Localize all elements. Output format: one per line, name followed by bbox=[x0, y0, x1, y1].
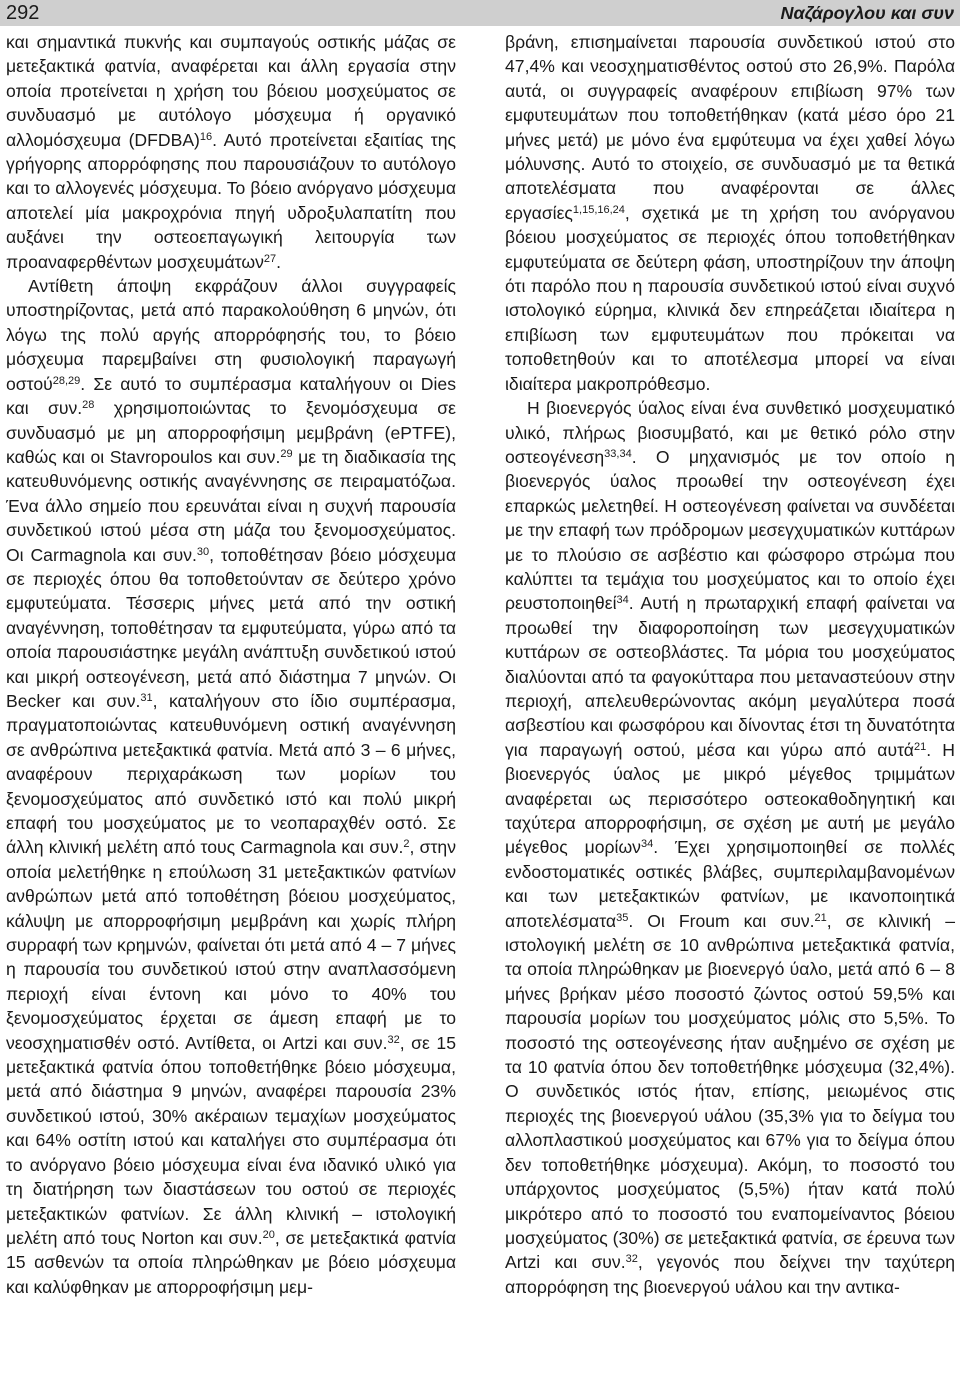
citation-superscript: 32 bbox=[387, 1033, 400, 1046]
text-run: , καταλήγουν στο ίδιο συμπέρασμα, πραγματοποιώντας κατευθυνόμενη οστική αναγέννηση σε ανθρώπινα μετεξακτικά φατνία. Μετά από 3 – 6 μήνες, αναφέρουν περιχαράκωση των μορίων του ξενομοσχεύματος από συνδετικό ιστό και πολύ μικρή επαφή του μοσχεύματος με το νεοπαραχθέν οστό. Σε άλλη κλινική μελέτη από τους Carmagnola και συν. bbox=[6, 690, 456, 858]
citation-superscript: 34 bbox=[640, 838, 654, 851]
running-head: Ναζάρογλου και συν bbox=[780, 3, 954, 23]
citation-superscript: 33,34 bbox=[604, 447, 632, 460]
text-run: , σε κλινική – ιστολογική μελέτη σε 10 ανθρώπινα μετεξακτικά φατνία, τα οποία πληρώθηκαν με βιοενεργό ύαλο, μετά από 6 – 8 μήνες βρήκαν μέσο ποσοστό ζώντος οστού 59,5% και παρουσία μορίων του μοσχεύματος μόλις στο 5,5%. Το ποσοστό της οστεογένεσης ήταν αυξημένο σε σχέση με τα 10 φατνία όπου δεν τοποθετήθηκε μόσχευμα (32,4%). Ο συνδετικός ιστός ήταν, επίσης, μειωμένος στις περιοχές της βιοενεργού υάλου (35,3% για το δείγμα του αλλοπλαστικού μοσχεύματος και 67% για το δείγμα όπου δεν τοποθετήθηκε μόσχευμα). Ακόμη, το ποσοστό του υπάρχοντος μοσχεύματος (5,5%) ήταν κατά πολύ μικρότερο από το ποσοστό του εναπομείναντος βόειου μοσχεύματος (30%) σε μετεξακτικά φατνία, σε έρευνα των Artzi και συν. bbox=[505, 910, 955, 1273]
citation-superscript: 21 bbox=[913, 740, 927, 753]
citation-superscript: 28 bbox=[82, 399, 95, 412]
left-column bbox=[6, 30, 456, 1299]
body-paragraph bbox=[505, 396, 955, 1299]
text-run: , γεγονός που δείχνει την ταχύτερη απορρόφηση της βιοενεργού υάλου και την αντικα- bbox=[505, 1252, 955, 1297]
text-run: Αντίθετη άποψη εκφράζουν άλλοι συγγραφείς υποστηρίζοντας, μετά από παρακολούθηση 6 μηνών, ότι λόγω της πολύ αργής απορρόφησής του, το βόειο μόσχευμα παρεμβαίνει στη φυσιολογική παραγωγή οστού bbox=[6, 276, 456, 394]
text-run: , σχετικά με τη χρήση του ανόργανου βόειου μοσχεύματος σε περιοχές όπου τοποθετήθηκαν εμφυτεύματα σε δεύτερη φάση, υποστηρίζουν την άποψη ότι παρόλο που η παρουσία συνδετικού ιστού είναι συχνό ιστολογικό εύρημα, κλινικά δεν επηρεάζεται ιδιαίτερα η επιβίωση των εμφυτευμάτων που πρόκειται να τοποθετηθούν και το αποτέλεσμα μπορεί να είναι ιδιαίτερα μακροπρόθεσμο. bbox=[505, 202, 955, 394]
text-run: . Έχει χρησιμοποιηθεί σε πολλές ενδοστοματικές οστικές βλάβες, συμπεριλαμβανομένων και των μετεξακτικών φατνίων, με ικανοποιητικά αποτελέσματα bbox=[505, 837, 955, 931]
body-paragraph bbox=[6, 274, 456, 1299]
text-run: χρησιμοποιώντας το ξενομόσχευμα σε συνδυασμό με μη απορροφήσιμη μεμβράνη (ePTFE), καθώς και οι Stavropoulos και συν. bbox=[6, 398, 456, 467]
body-paragraph bbox=[6, 30, 456, 274]
text-run: . bbox=[276, 251, 282, 272]
text-run: . Ο μηχανισμός με τον οποίο η βιοενεργός ύαλος προωθεί την οστεογένεση έχει επαρκώς μελετηθεί. Η οστεογένεση φαίνεται να συνδέεται με την επαφή των πρόδρομων μεσεγχυματικών κυττάρων με το πλούσιο σε ασβέστιο και φώσφορο στρώμα που καλύπτει τα τεμάχια του μοσχεύματος και το οποίο έχει ρευστοποιηθεί bbox=[505, 446, 955, 614]
citation-superscript: 27 bbox=[263, 252, 277, 265]
text-run: . Η βιοενεργός ύαλος με μικρό μέγεθος τριμμάτων αναφέρεται ως περισσότερο οστεοκαθοδηγητική και ταχύτερα απορροφήσιμη, σε σχέση με αυτή με μεγάλο μέγεθος μορίων bbox=[505, 739, 956, 858]
text-run: και σημαντικά πυκνής και συμπαγούς οστικής μάζας σε μετεξακτικά φατνία, αναφέρεται και άλλη εργασία στην οποία προτείνεται η χρήση του βόειου μοσχεύματος σε συνδυασμό με αυτόλογο μόσχευμα ή οργανικό αλλομόσχευμα (DFDBA) bbox=[6, 32, 456, 150]
text-run: , στην οποία μελετήθηκε η επούλωση 31 μετεξακτικών φατνίων ανθρώπων μετά από τοποθέτηση βόειου μοσχεύματος, κάλυψη με απορροφήσιμη μεμβράνη και χωρίς πλήρη συρραφή των κρημνών, φαίνεται ότι μετά από 4 – 7 μήνες η παρουσία του συνδετικού ιστού στην αναπλασσόμενη περιοχή είναι έντονη και μόνο το 40% του ξενομοσχεύματος έρχεται σε άμεση επαφή με το νεοσχηματισθέν οστό. Αντίθετα, οι Artzi και συν. bbox=[6, 837, 457, 1053]
text-run: με τη διαδικασία της κατευθυνόμενης οστικής αναγέννησης σε πειραματόζωα. Ένα άλλο σημείο που ερευνάται είναι η συχνή παρουσία συνδετικού ιστού μέσα στη μάζα του ξενομοσχεύματος. Οι Carmagnola και συν. bbox=[6, 446, 457, 565]
text-run: . Αυτή η πρωταρχική επαφή φαίνεται να προωθεί την διαφοροποίηση των μεσεγχυματικών κυττάρων σε οστεοβλάστες. Τα μόρια του μοσχεύματος διαλύονται από τα φαγοκύτταρα που μεταναστεύουν στην περιοχή, απελευθερώνοντας ακόμη μεγαλύτερα ποσά ασβεστίου και φωσφόρου και δίνοντας έτσι τη δυνατότητα για παραγωγή οστού, μέσα και γύρω από αυτά bbox=[505, 593, 955, 760]
page-header bbox=[0, 0, 960, 26]
body-paragraph bbox=[505, 30, 955, 396]
text-run: , σε μετεξακτικά φατνία 15 ασθενών τα οποία πληρώθηκαν με βόειο μόσχευμα και καλύφθηκαν με απορροφήσιμη μεμ- bbox=[6, 1227, 456, 1297]
text-run: . Αυτό προτείνεται εξαιτίας της γρήγορης απορρόφησης που παρουσιάζουν το αυτόλογο και το αλλογενές μόσχευμα. Το βόειο ανόργανο μόσχευμα αποτελεί μία μακροχρόνια πηγή υδροξυλαπατίτη που αυξάνει την οστεοεπαγωγική λειτουργία των προαναφερθέντων μοσχευμάτων bbox=[6, 129, 457, 272]
citation-superscript: 20 bbox=[262, 1228, 275, 1241]
citation-superscript: 35 bbox=[616, 911, 629, 924]
citation-superscript: 16 bbox=[199, 130, 213, 143]
citation-superscript: 1,15,16,24 bbox=[572, 203, 625, 216]
citation-superscript: 2 bbox=[403, 838, 410, 851]
text-run: . Οι Froum και συν. bbox=[628, 910, 815, 931]
citation-superscript: 31 bbox=[140, 691, 153, 704]
citation-superscript: 28,29 bbox=[52, 374, 81, 387]
page-number: 292 bbox=[6, 2, 40, 24]
citation-superscript: 32 bbox=[625, 1253, 638, 1266]
text-run: , τοποθέτησαν βόειο μόσχευμα σε περιοχές όπου θα τοποθετούνταν σε δεύτερο χρόνο εμφυτεύματα. Τέσσερις μήνες μετά από την οστική αναγέννηση, τοποθέτησαν τα εμφυτεύματα, γύρω από τα οποία παρουσιάστηκε μεγάλη ανάπτυξη συνδετικού ιστού και μικρή οστεογένεση, μετά από διάστημα 7 μηνών. Οι Becker και συν. bbox=[6, 544, 456, 711]
citation-superscript: 29 bbox=[280, 447, 293, 460]
text-run: , σε 15 μετεξακτικά φατνία όπου τοποθετήθηκε βόειο μόσχευμα, μετά από διάστημα 9 μηνών, αναφέρει παρουσία 23% συνδετικού ιστού, 30% ακέραιων τεμαχίων μοσχεύματος και 64% οστίτη ιστού και καταλήγει στο συμπέρασμα ότι το ανόργανο βόειο μόσχευμα είναι ένα ιδανικό υλικό για τη διατήρηση των διαστάσεων του οστού σε περιοχές μετεξακτικών φατνίων. Σε άλλη κλινική – ιστολογική μελέτη από τους Norton και συν. bbox=[6, 1032, 456, 1248]
right-column bbox=[505, 30, 955, 1299]
citation-superscript: 30 bbox=[196, 545, 210, 558]
citation-superscript: 34 bbox=[616, 594, 629, 607]
text-run: . Σε αυτό το συμπέρασμα καταλήγουν οι Dies και συν. bbox=[6, 373, 456, 419]
text-run: Η βιοενεργός ύαλος είναι ένα συνθετικό μοσχευματικό υλικό, πλήρως βιοσυμβατό, και με θετικό ρόλο στην οστεογένεση bbox=[505, 398, 955, 467]
text-run: βράνη, επισημαίνεται παρουσία συνδετικού ιστού στο 47,4% και νεοσχηματισθέντος οστού στο 26,9%. Παρόλα αυτά, οι συγγραφείς αναφέρουν επιβίωση 97% των εμφυτευμάτων που τοποθετήθηκαν (κατά μέσο όρο 21 μήνες μετά) με μόνο ένα εμφύτευμα να έχει χαθεί λόγω μόλυνσης. Αυτό το στοιχείο, σε συνδυασμό με τα θετικά αποτελέσματα που αναφέρονται σε άλλες εργασίες bbox=[505, 32, 955, 223]
citation-superscript: 21 bbox=[814, 911, 827, 924]
